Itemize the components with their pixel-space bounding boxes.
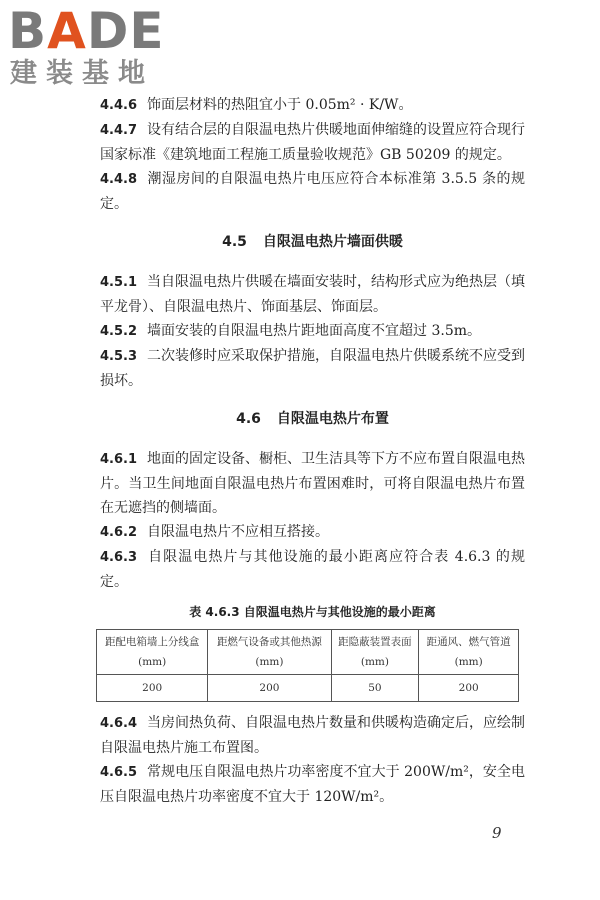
page-number: 9 <box>492 824 502 842</box>
clause-4-5-1: 4.5.1 当自限温电热片供暖在墙面安装时，结构形式应为绝热层（填平龙骨）、自限温电热片、饰面基层、饰面层。 <box>100 274 526 315</box>
clause-4-4-6: 4.4.6 饰面层材料的热阻宜小于 0.05m² · K/W。 <box>100 97 413 113</box>
clause-4-4-8: 4.4.8 潮湿房间的自限温电热片电压应符合本标准第 3.5.5 条的规定。 <box>100 171 525 212</box>
clause-4-6-4: 4.6.4 当房间热负荷、自限温电热片数量和供暖构造确定后，应绘制自限温电热片施工布置图。 <box>100 715 526 756</box>
document-body-lower <box>100 711 525 809</box>
logo-subtitle: 建装基地 <box>10 58 154 89</box>
table-title: 表 4.6.3 自限温电热片与其他设施的最小距离 <box>189 605 436 619</box>
header-cell: 距配电箱墙上分线盒 (mm) <box>97 630 208 675</box>
section-heading-4-5: 4.5 自限温电热片墙面供暖 <box>222 234 403 250</box>
clause-4-4-7: 4.4.7 设有结合层的自限温电热片供暖地面伸缩缝的设置应符合现行国家标准《建筑地面工程施工质量验收规范》GB 50209 的规定。 <box>100 122 526 163</box>
header-cell: 距隐蔽装置表面 (mm) <box>331 630 419 675</box>
clause-4-6-2: 4.6.2 自限温电热片不应相互搭接。 <box>100 524 330 540</box>
document-body <box>100 93 525 622</box>
clause-4-5-2: 4.5.2 墙面安装的自限温电热片距地面高度不宜超过 3.5m。 <box>100 323 482 339</box>
value-cell: 200 <box>419 675 519 702</box>
table-value-row <box>97 675 519 702</box>
value-cell: 50 <box>331 675 419 702</box>
section-heading-4-6: 4.6 自限温电热片布置 <box>236 411 389 427</box>
value-cell: 200 <box>208 675 331 702</box>
bade-logo <box>8 2 178 94</box>
header-cell: 距通风、燃气管道 (mm) <box>419 630 519 675</box>
clause-4-6-3: 4.6.3 自限温电热片与其他设施的最小距离应符合表 4.6.3 的规定。 <box>100 549 525 590</box>
clause-4-6-1: 4.6.1 地面的固定设备、橱柜、卫生洁具等下方不应布置自限温电热片。当卫生间地面自限温电热片布置困难时，可将自限温电热片布置在无遮挡的侧墙面。 <box>100 451 526 516</box>
clause-4-6-5: 4.6.5 常规电压自限温电热片功率密度不宜大于 200W/m²，安全电压自限温电热片功率密度不宜大于 120W/m²。 <box>100 764 525 805</box>
clause-4-5-3: 4.5.3 二次装修时应采取保护措施，自限温电热片供暖系统不应受到损坏。 <box>100 348 526 389</box>
logo-wordmark: BADE <box>8 2 165 60</box>
table-header-row <box>97 630 519 675</box>
min-distance-table <box>96 629 519 702</box>
header-cell: 距燃气设备或其他热源 (mm) <box>208 630 331 675</box>
value-cell: 200 <box>97 675 208 702</box>
